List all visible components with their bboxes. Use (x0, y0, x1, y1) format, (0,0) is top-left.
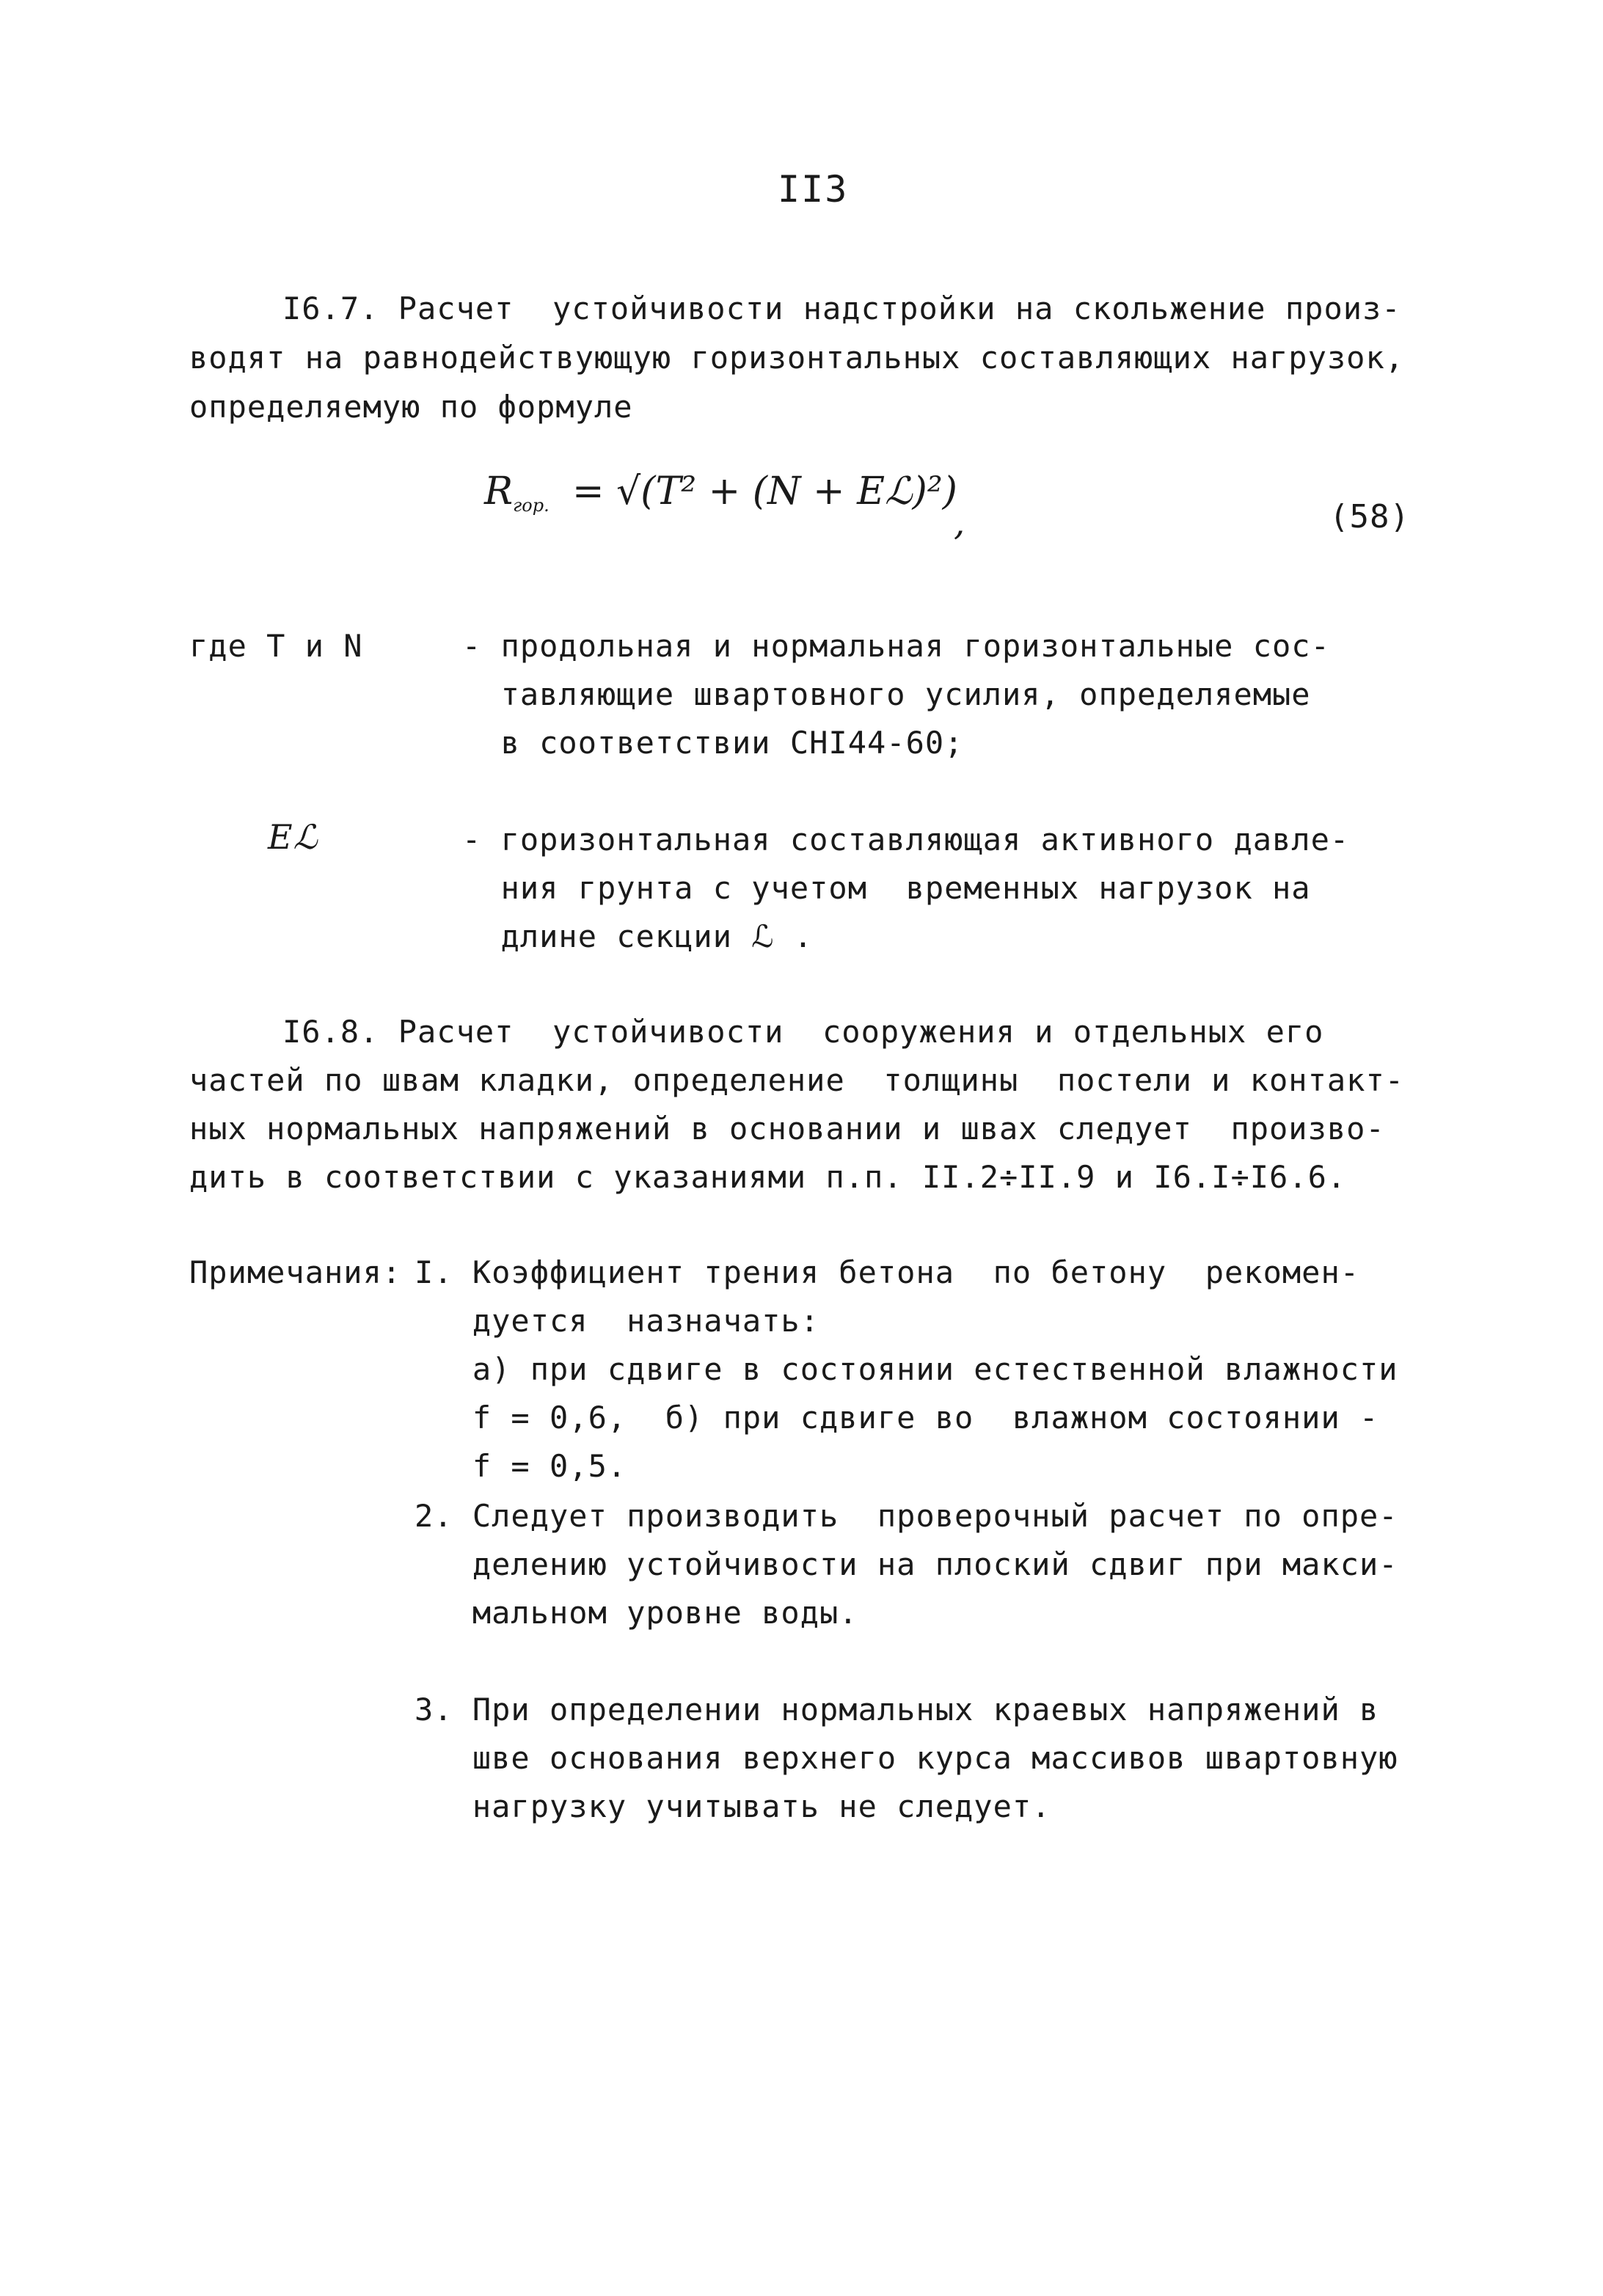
note-line: дуется назначать: (415, 1303, 820, 1339)
paragraph-line: дить в соответствии с указаниями п.п. II.2÷II.9 и I6.I÷I6.6. (189, 1159, 1347, 1195)
definition-line: - горизонтальная составляющая активного давле- (462, 822, 1350, 858)
paragraph-line: водят на равнодействующую горизонтальных составляющих нагрузок, (189, 340, 1405, 376)
notes-heading: Примечания: (189, 1254, 402, 1290)
paragraph-line: ных нормальных напряжений в основании и швах следует произво- (189, 1111, 1385, 1147)
note-line: f = 0,5. (415, 1448, 627, 1484)
note-line: 2. Следует производить проверочный расчет по опре- (415, 1498, 1398, 1534)
definition-line: - продольная и нормальная горизонтальные сос- (462, 628, 1330, 664)
definition-line: в соответствии СНI44-60; (462, 725, 964, 761)
formula-lhs-subscript: гор. (513, 495, 549, 516)
definition-line: длине секции ℒ . (462, 918, 814, 954)
note-line: а) при сдвиге в состоянии естественной влажности (415, 1351, 1398, 1387)
definition-line: тавляющие швартовного усилия, определяемые (462, 676, 1311, 712)
formula-lhs: R (484, 469, 514, 513)
paragraph-line: I6.8. Расчет устойчивости сооружения и отдельных его (282, 1014, 1324, 1050)
note-line: I. Коэффициент трения бетона по бетону рекомен- (415, 1254, 1360, 1290)
paragraph-line: определяемую по формуле (189, 389, 633, 425)
note-line: делению устойчивости на плоский сдвиг при макси- (415, 1546, 1398, 1582)
note-line: нагрузку учитывать не следует. (415, 1788, 1051, 1824)
definition-line: ния грунта с учетом временных нагрузок на (462, 870, 1311, 906)
note-line: f = 0,6, б) при сдвиге во влажном состоянии - (415, 1400, 1379, 1436)
formula-58 (484, 469, 957, 550)
formula-number: (58) (1329, 498, 1410, 535)
note-line: мальном уровне воды. (415, 1595, 858, 1631)
definition-symbol: Eℒ (268, 817, 318, 857)
paragraph-line: частей по швам кладки, определение толщины постели и контакт- (189, 1062, 1405, 1098)
formula-comma: , (954, 502, 966, 544)
definition-symbol: где T и N (189, 628, 363, 664)
note-line: 3. При определении нормальных краевых напряжений в (415, 1692, 1379, 1728)
paragraph-line: I6.7. Расчет устойчивости надстройки на скольжение произ- (282, 290, 1401, 326)
page-number: II3 (778, 168, 849, 211)
note-line: шве основания верхнего курса массивов швартовную (415, 1740, 1398, 1776)
formula-rhs: = √(T² + (N + Eℒ)²) (572, 469, 957, 513)
